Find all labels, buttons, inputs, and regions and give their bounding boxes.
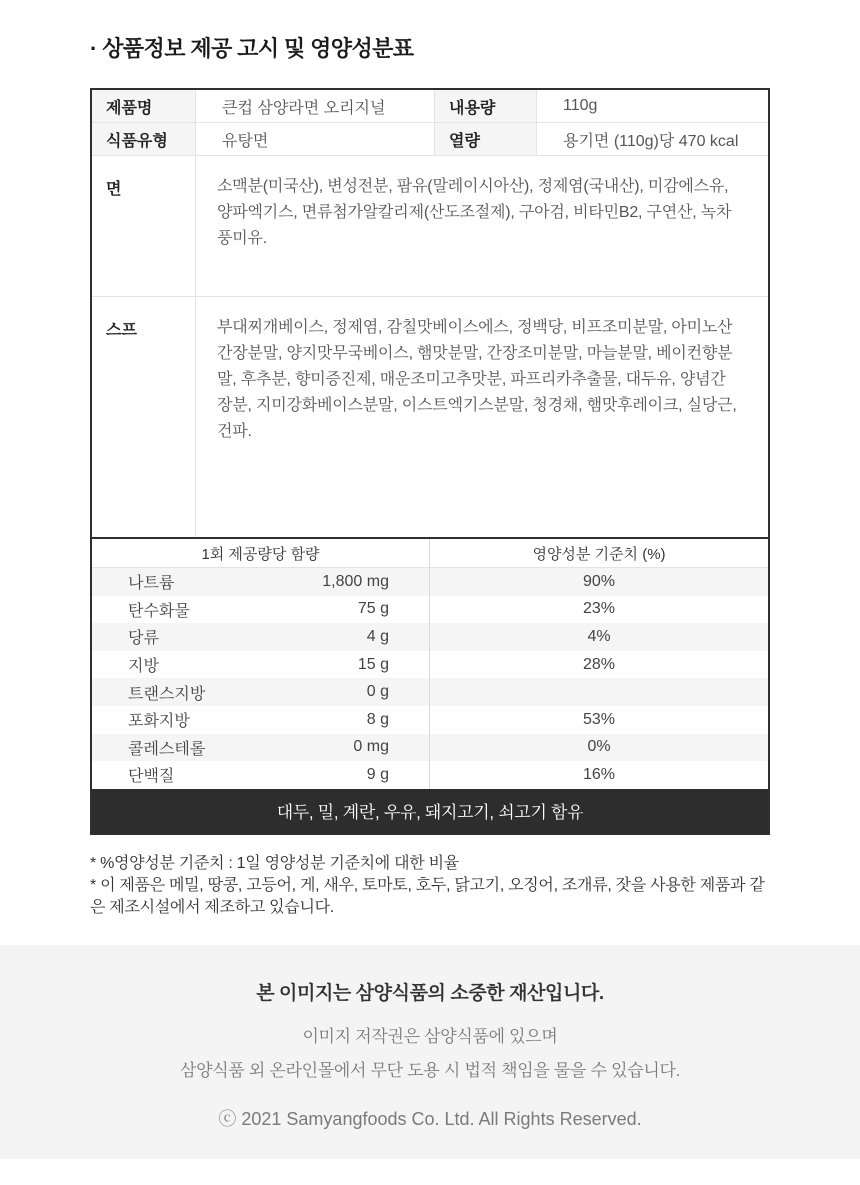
copyright-notice: ⓒ 2021 Samyangfoods Co. Ltd. All Rights Reserved. bbox=[218, 1108, 642, 1129]
nutrition-row-saturated-fat bbox=[92, 706, 768, 734]
product-name-label: 제품명 bbox=[92, 90, 196, 123]
nutrient-name: 나트륨 bbox=[128, 575, 175, 593]
footer-line-2: 삼양식품 외 온라인몰에서 무단 도용 시 법적 책임을 물을 수 있습니다. bbox=[179, 1060, 681, 1080]
noodle-ingredients: 소맥분(미국산), 변성전분, 팜유(말레이시아산), 정제염(국내산), 미감에스유, 양파엑기스, 면류첨가알칼리제(산도조절제), 구아검, 비타민B2, 구연산, 녹차풍미유. bbox=[196, 156, 768, 297]
footnotes bbox=[90, 853, 770, 919]
nutrient-percent: 53% bbox=[582, 710, 616, 728]
nutrient-name: 지방 bbox=[128, 658, 159, 676]
nutrition-row-cholesterol bbox=[92, 734, 768, 762]
product-info-sheet bbox=[90, 32, 770, 919]
footer-line-1: 이미지 저작권은 삼양식품에 있으며 bbox=[302, 1026, 558, 1046]
nutrient-amount: 75 g bbox=[261, 596, 430, 624]
allergen-notice-bar: 대두, 밀, 계란, 우유, 돼지고기, 쇠고기 함유 bbox=[92, 789, 768, 833]
nutrition-row-sodium bbox=[92, 568, 768, 596]
nutrient-name: 트랜스지방 bbox=[128, 685, 206, 703]
nutrient-name: 포화지방 bbox=[128, 713, 190, 731]
nutrition-header-daily-value: 영양성분 기준치 (%) bbox=[430, 539, 768, 568]
nutrition-table-header bbox=[92, 539, 768, 568]
calories-value: 용기면 (110g)당 470 kcal bbox=[537, 123, 768, 156]
nutrient-percent bbox=[430, 678, 768, 706]
nutrient-name: 단백질 bbox=[128, 768, 175, 786]
copyright-footer bbox=[0, 945, 860, 1159]
page-title: · 상품정보 제공 고시 및 영양성분표 bbox=[90, 36, 414, 61]
nutrition-row-sugars bbox=[92, 623, 768, 651]
nutrient-percent: 28% bbox=[582, 655, 616, 673]
nutrition-table bbox=[92, 537, 768, 789]
food-type-value: 유탕면 bbox=[196, 123, 435, 156]
nutrition-row-fat bbox=[92, 651, 768, 679]
net-weight-value: 110g bbox=[537, 90, 768, 123]
nutrition-header-serving: 1회 제공량당 함량 bbox=[92, 539, 430, 568]
product-info-table bbox=[90, 88, 770, 835]
nutrient-name: 당류 bbox=[128, 630, 159, 648]
nutrient-amount: 0 mg bbox=[261, 734, 430, 762]
footer-heading: 본 이미지는 삼양식품의 소중한 재산입니다. bbox=[256, 982, 604, 1004]
nutrient-amount: 1,800 mg bbox=[261, 568, 430, 596]
net-weight-label: 내용량 bbox=[435, 90, 537, 123]
nutrient-percent: 23% bbox=[582, 600, 616, 618]
noodle-label: 면 bbox=[92, 156, 196, 297]
calories-label: 열량 bbox=[435, 123, 537, 156]
nutrient-percent: 16% bbox=[582, 765, 616, 783]
food-type-label: 식품유형 bbox=[92, 123, 196, 156]
soup-ingredients: 부대찌개베이스, 정제염, 감칠맛베이스에스, 정백당, 비프조미분말, 아미노산간장분말, 양지맛무국베이스, 햄맛분말, 간장조미분말, 마늘분말, 베이컨향분말, 후추분, 향미증진제, 매운조미고추맛분, 파프리카추출물, 대두유, 양념간장분, 지미강화베이스분말, 이스트엑기스분말, 청경채, 햄맛후레이크, 실당근, 건파. bbox=[217, 319, 737, 440]
footnote-daily-value: * %영양성분 기준치 : 1일 영양성분 기준치에 대한 비율 bbox=[90, 854, 459, 872]
nutrient-name: 탄수화물 bbox=[128, 602, 190, 620]
nutrient-percent: 4% bbox=[587, 627, 611, 645]
footnote-facility: * 이 제품은 메밀, 땅콩, 고등어, 게, 새우, 토마토, 호두, 닭고기, 오징어, 조개류, 잣을 사용한 제품과 같은 제조시설에서 제조하고 있습니다. bbox=[90, 876, 765, 916]
product-spec-grid bbox=[92, 90, 768, 537]
nutrient-amount: 15 g bbox=[261, 651, 430, 679]
nutrition-row-protein bbox=[92, 761, 768, 789]
nutrition-row-carbohydrate bbox=[92, 596, 768, 624]
soup-label: 스프 bbox=[92, 297, 196, 537]
nutrient-amount: 0 g bbox=[261, 678, 430, 706]
nutrient-amount: 8 g bbox=[261, 706, 430, 734]
nutrient-percent: 0% bbox=[587, 738, 611, 756]
nutrient-name: 콜레스테롤 bbox=[128, 740, 206, 758]
nutrient-amount: 4 g bbox=[261, 623, 430, 651]
nutrient-percent: 90% bbox=[582, 572, 616, 590]
nutrient-amount: 9 g bbox=[261, 761, 430, 789]
nutrition-row-trans-fat bbox=[92, 678, 768, 706]
product-name-value: 큰컵 삼양라면 오리지널 bbox=[196, 90, 435, 123]
